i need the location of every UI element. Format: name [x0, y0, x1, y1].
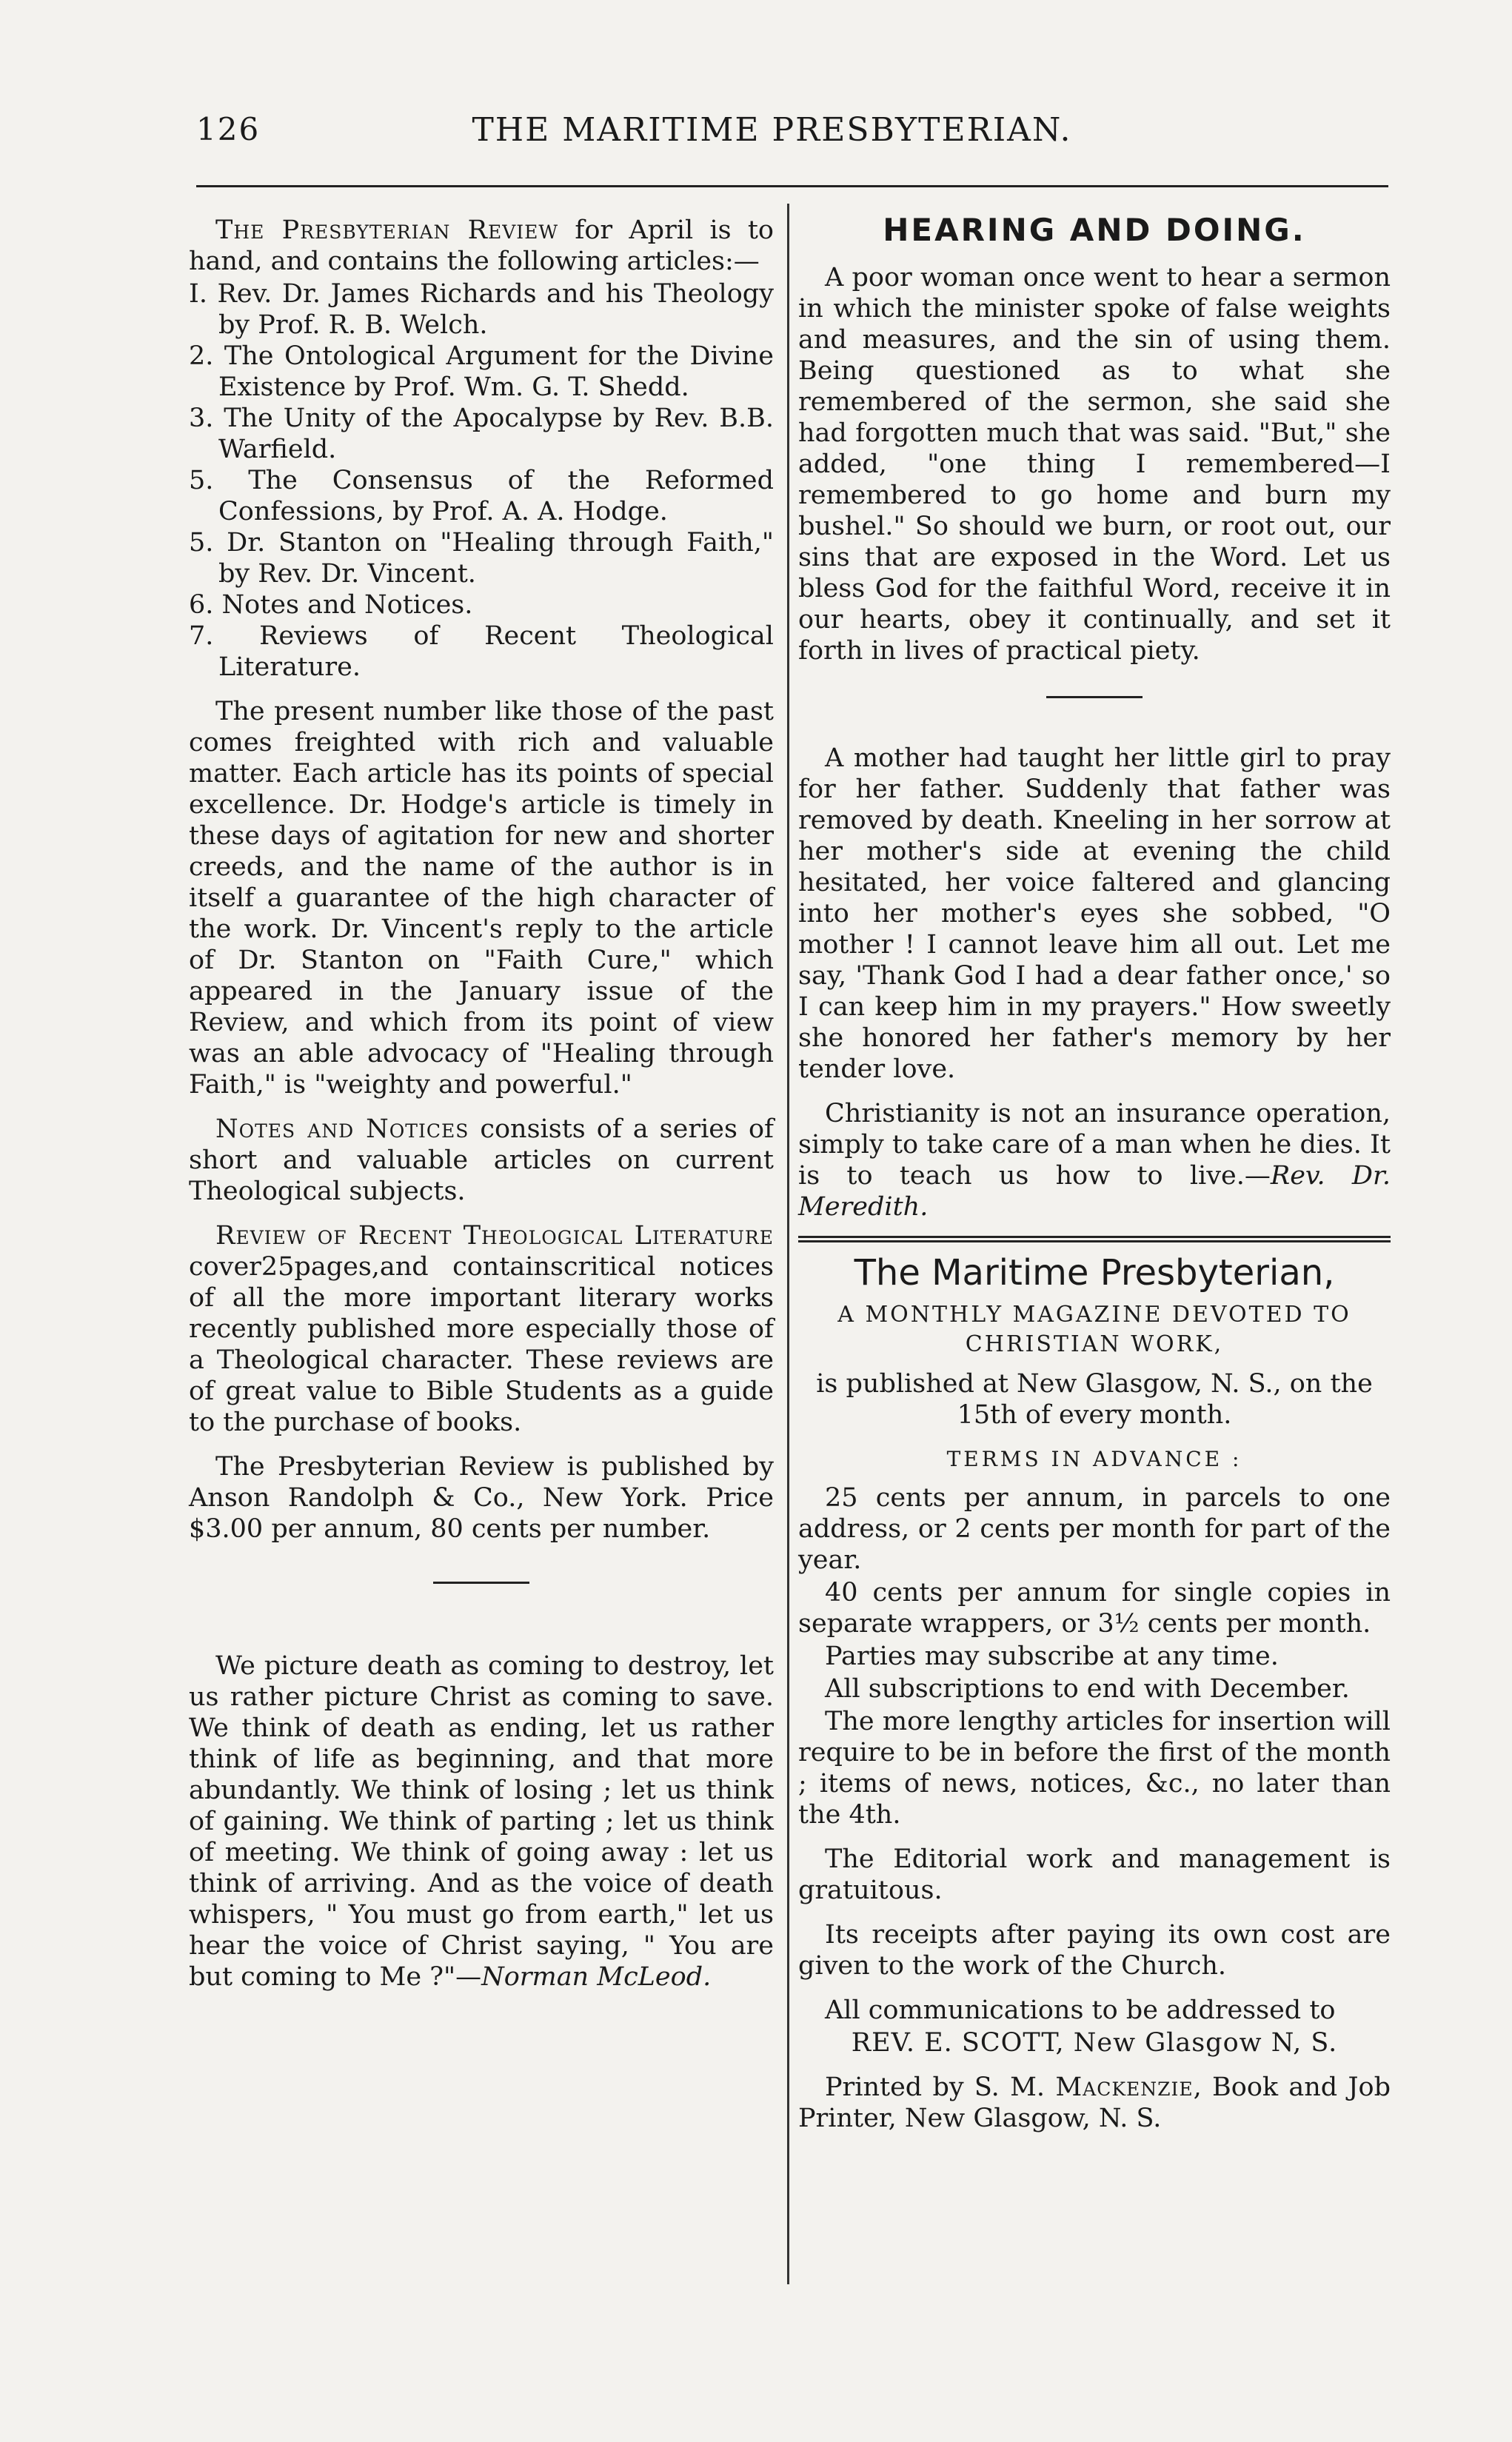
- page-header: [196, 111, 1348, 163]
- editorial-note: The Editorial work and management is gratuitous.: [798, 1844, 1391, 1905]
- christianity-text: Christianity is not an insurance operation, simply to take care of a man when he dies. It is to teach us how to live.—: [798, 1099, 1391, 1191]
- notes-caps: Notes and Notices: [215, 1114, 469, 1144]
- hearing-paragraph: A poor woman once went to hear a sermon in which the minister spoke of false weights and measures, and the sin of using them. Being questioned as to what she remembered of the sermon, she said she had forgotten much that was said. "But," she added, "one thing I remembered—I remembered to go home and burn my bushel." So should we burn, or root out, our sins that are exposed in the Word. Let us bless God for the faithful Word, receive it in our hearts, obey it continually, and set it forth in lives of practical piety.: [798, 263, 1391, 666]
- masthead-title: The Maritime Presbyterian,: [854, 1252, 1335, 1294]
- page-number: 126: [196, 111, 261, 147]
- terms-line: 25 cents per annum, in parcels to one address, or 2 cents per month for part of the year.: [798, 1483, 1391, 1575]
- running-title: THE MARITIME PRESBYTERIAN.: [472, 111, 1072, 149]
- list-item: 5. The Consensus of the Reformed Confessions, by Prof. A. A. Hodge.: [189, 466, 774, 526]
- masthead-rule: [798, 1236, 1391, 1242]
- christianity-attribution: Rev. Dr. Meredith.: [798, 1161, 1391, 1222]
- terms-line: All subscriptions to end with December.: [825, 1674, 1350, 1704]
- terms-line: 40 cents per annum for single copies in separate wrappers, or 3½ cents per month.: [798, 1578, 1391, 1639]
- printer-name: Mackenzie: [1055, 2073, 1194, 2102]
- death-paragraph: [189, 1650, 774, 1993]
- printer-rest: , Book and Job Printer, New Glasgow, N. S.: [798, 2073, 1391, 2133]
- communications-note: All communications to be addressed to: [825, 1996, 1336, 2025]
- review-intro-rest: for April is to hand, and contains the following articles:—: [189, 215, 774, 276]
- right-column: [798, 212, 1391, 2147]
- terms-line: The more lengthy articles for insertion will require to be in before the first of the month ; items of news, notices, &c., no later than the 4th.: [798, 1707, 1391, 1830]
- terms-heading: TERMS IN ADVANCE :: [946, 1447, 1242, 1471]
- christianity-paragraph: [798, 1098, 1391, 1222]
- publication-info: is published at New Glasgow, N. S., on the 15th of every month.: [816, 1369, 1373, 1430]
- left-column: [189, 215, 774, 2006]
- present-number-paragraph: The present number like those of the past comes freighted with rich and valuable matter. Each article has its points of special excellence. Dr. Hodge's article is timely in these days of agitation for new and shorter creeds, and the name of the author is in itself a guarantee of the high character of the work. Dr. Vincent's reply to the article of Dr. Stanton on "Faith Cure," which appeared in the January issue of the Review, and which from its point of view was an able advocacy of "Healing through Faith," is "weighty and powerful.": [189, 697, 774, 1100]
- masthead-subtitle: A MONTHLY MAGAZINE DEVOTED TO CHRISTIAN WORK,: [837, 1302, 1351, 1357]
- printer-note: [798, 2072, 1391, 2134]
- list-item: 3. The Unity of the Apocalypse by Rev. B.B. Warfield.: [189, 404, 774, 464]
- section-title: HEARING AND DOING.: [883, 212, 1306, 248]
- list-item: 2. The Ontological Argument for the Divine Existence by Prof. Wm. G. T. Shedd.: [189, 341, 774, 402]
- header-rule: [196, 185, 1388, 187]
- terms-line: Parties may subscribe at any time.: [825, 1642, 1279, 1671]
- review-intro: [189, 215, 774, 277]
- publisher-note: The Presbyterian Review is published by Anson Randolph & Co., New York. Price $3.00 per annum, 80 cents per number.: [189, 1452, 774, 1544]
- death-text: We picture death as coming to destroy, let us rather picture Christ as coming to save. We think of death as ending, let us rather think of life as beginning, and that more abundantly. We think of losing ; let us think of gaining. We think of parting ; let us think of meeting. We think of going away : let us think of arriving. And as the voice of death whispers, " You must go from earth," let us hear the voice of Christ saying, " You are but coming to Me ?"—: [189, 1651, 774, 1992]
- article-list: [189, 278, 774, 683]
- review-recent-caps: Review of Recent Theological Literature: [215, 1221, 774, 1251]
- mother-paragraph: A mother had taught her little girl to pray for her father. Suddenly that father was removed by death. Kneeling in her sorrow at her mother's side at evening the child hesitated, her voice faltered and glancing into her mother's eyes she sobbed, "O mother ! I cannot leave him all out. Let me say, 'Thank God I had a dear father once,' so I can keep him in my prayers." How sweetly she honored her father's memory by her tender love.: [798, 743, 1391, 1084]
- masthead: [798, 1252, 1391, 2134]
- section-divider: [1046, 696, 1143, 698]
- column-divider: [787, 204, 789, 2284]
- list-item: 5. Dr. Stanton on "Healing through Faith," by Rev. Dr. Vincent.: [189, 528, 774, 589]
- notes-paragraph: [189, 1114, 774, 1207]
- list-item: 6. Notes and Notices.: [189, 590, 473, 620]
- printer-prefix: Printed by S. M.: [825, 2073, 1056, 2102]
- editor-address: REV. E. SCOTT, New Glasgow N, S.: [851, 2028, 1338, 2058]
- list-item: 7. Reviews of Recent Theological Literature.: [189, 621, 774, 682]
- list-item: I. Rev. Dr. James Richards and his Theology by Prof. R. B. Welch.: [189, 279, 774, 340]
- review-intro-caps: The Presbyterian Review: [215, 215, 559, 245]
- notes-rest: consists of a series of short and valuable articles on current Theological subjects.: [189, 1114, 774, 1206]
- section-divider: [433, 1582, 529, 1584]
- review-recent-rest: cover25pages,and containscritical notices of all the more important literary works recently published more especially those of a Theological character. These reviews are of great value to Bible Students as a guide to the purchase of books.: [189, 1252, 774, 1437]
- receipts-note: Its receipts after paying its own cost are given to the work of the Church.: [798, 1920, 1391, 1981]
- death-attribution: Norman McLeod.: [481, 1962, 712, 1992]
- review-recent-paragraph: [189, 1220, 774, 1438]
